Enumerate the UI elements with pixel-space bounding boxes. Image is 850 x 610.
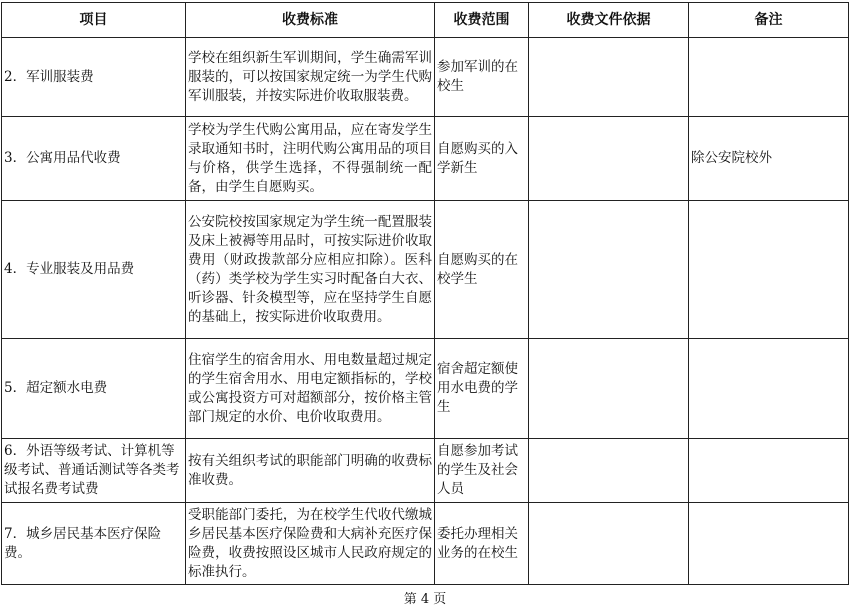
header-note: 备注: [689, 3, 849, 38]
cell-scope: 委托办理相关业务的在校生: [435, 503, 529, 585]
cell-basis: [529, 339, 689, 439]
cell-note: [689, 201, 849, 339]
cell-note: [689, 439, 849, 503]
cell-basis: [529, 201, 689, 339]
cell-scope: 自愿购买的入学新生: [435, 117, 529, 201]
table-row: [2, 439, 849, 503]
cell-note: [689, 503, 849, 585]
cell-basis: [529, 439, 689, 503]
cell-scope: 参加军训的在校生: [435, 38, 529, 117]
cell-standard: 学校在组织新生军训期间，学生确需军训服装的，可以按国家规定统一为学生代购军训服装，并按实际进价收取服装费。: [186, 38, 435, 117]
cell-standard: 学校为学生代购公寓用品，应在寄发学生录取通知书时，注明代购公寓用品的项目与价格，供学生选择，不得强制统一配备，由学生自愿购买。: [186, 117, 435, 201]
cell-standard: 按有关组织考试的职能部门明确的收费标准收费。: [186, 439, 435, 503]
cell-scope: 自愿购买的在校学生: [435, 201, 529, 339]
table-row: [2, 339, 849, 439]
cell-basis: [529, 117, 689, 201]
cell-standard: 受职能部门委托，为在校学生代收代缴城乡居民基本医疗保险费和大病补充医疗保险费，收费按照设区城市人民政府规定的标准执行。: [186, 503, 435, 585]
header-basis: 收费文件依据: [529, 3, 689, 38]
cell-basis: [529, 503, 689, 585]
cell-standard: 住宿学生的宿舍用水、用电数量超过规定的学生宿舍用水、用电定额指标的，学校或公寓投资方可对超额部分，按价格主管部门规定的水价、电价收取费用。: [186, 339, 435, 439]
header-scope: 收费范围: [435, 3, 529, 38]
table-row: [2, 201, 849, 339]
cell-item: 2．军训服装费: [2, 38, 186, 117]
cell-scope: 宿舍超定额使用水电费的学生: [435, 339, 529, 439]
cell-item: 4．专业服装及用品费: [2, 201, 186, 339]
cell-standard: 公安院校按国家规定为学生统一配置服装及床上被褥等用品时，可按实际进价收取费用（财政拨款部分应相应扣除）。医科（药）类学校为学生实习时配备白大衣、听诊器、针灸模型等，应在坚持学生自愿的基础上，按实际进价收取费用。: [186, 201, 435, 339]
cell-note: [689, 339, 849, 439]
cell-item: 7．城乡居民基本医疗保险费。: [2, 503, 186, 585]
table-row: [2, 117, 849, 201]
cell-basis: [529, 38, 689, 117]
header-item: 项目: [2, 3, 186, 38]
cell-item: 3．公寓用品代收费: [2, 117, 186, 201]
table-row: [2, 38, 849, 117]
header-standard: 收费标准: [186, 3, 435, 38]
fee-table: [1, 2, 849, 585]
page-number: 第 4 页: [403, 592, 447, 607]
table-row: [2, 503, 849, 585]
cell-note: 除公安院校外: [689, 117, 849, 201]
header-row: [2, 3, 849, 38]
cell-scope: 自愿参加考试的学生及社会人员: [435, 439, 529, 503]
cell-note: [689, 38, 849, 117]
cell-item: 6．外语等级考试、计算机等级考试、普通话测试等各类考试报名费考试费: [2, 439, 186, 503]
cell-item: 5．超定额水电费: [2, 339, 186, 439]
